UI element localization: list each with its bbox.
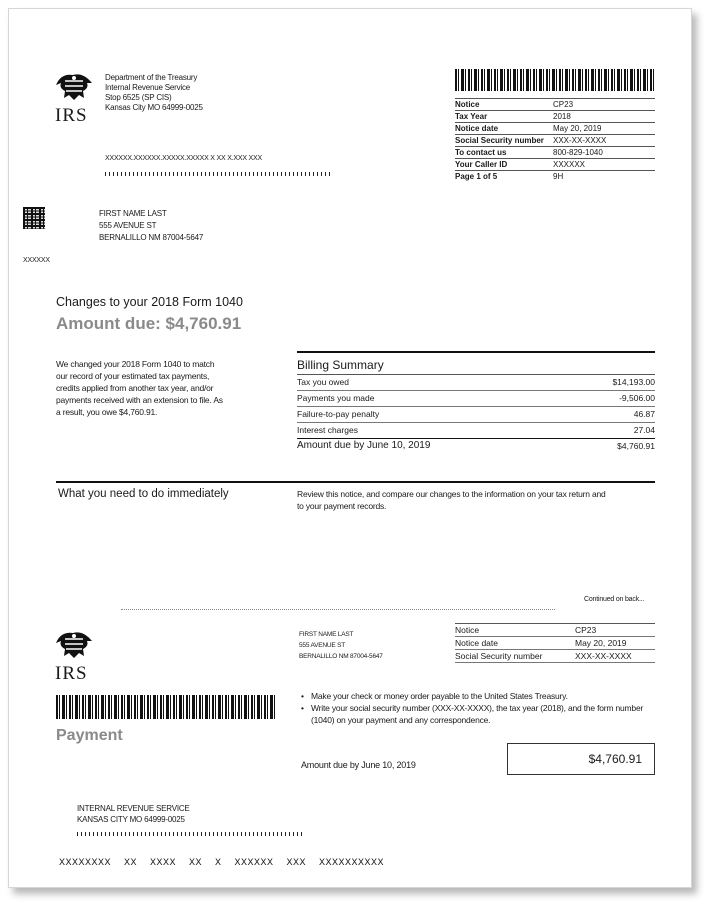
billing-label: Payments you made [297, 393, 375, 403]
contact-label: To contact us [455, 148, 507, 157]
billing-summary-title: Billing Summary [297, 353, 655, 375]
recipient-line: FIRST NAME LAST [99, 209, 167, 218]
contact-row [455, 147, 655, 159]
stub-ssn-label: Social Security number [455, 651, 543, 661]
notice-value: CP23 [553, 100, 574, 109]
instruction-list [299, 690, 655, 726]
side-code: XXXXXX [23, 257, 50, 264]
intro-paragraph [56, 358, 223, 418]
ssn-label: Social Security number [455, 136, 544, 145]
postal-barcode [105, 172, 331, 176]
stub-info-table [455, 623, 655, 663]
return-postal-barcode [77, 832, 305, 836]
irs-logo-text: IRS [55, 105, 88, 126]
stub-barcode [56, 695, 276, 719]
stub-eagle-icon [53, 629, 95, 659]
section-divider [56, 481, 655, 483]
recipient-address [99, 208, 203, 244]
ssn-value: XXX-XX-XXXX [553, 136, 607, 145]
payment-instructions [299, 690, 655, 726]
page-label: Page 1 of 5 [455, 172, 498, 181]
qr-code [23, 207, 45, 229]
recipient-line: BERNALILLO NM 87004-5647 [99, 233, 204, 242]
stub-date-label: Notice date [455, 638, 498, 648]
sender-line: Internal Revenue Service [105, 83, 191, 92]
sender-address [105, 73, 285, 113]
billing-total-row [297, 439, 655, 455]
ssn-row [455, 135, 655, 147]
notice-title: Changes to your 2018 Form 1040 [56, 295, 243, 309]
tax-year-row [455, 111, 655, 123]
stub-notice-row [455, 624, 655, 637]
stub-date-row [455, 637, 655, 650]
billing-row [297, 423, 655, 439]
billing-value: 27.04 [633, 425, 655, 435]
stub-notice-label: Notice [455, 625, 480, 635]
billing-value: -9,506.00 [619, 393, 655, 403]
intro-line: our record of your estimated tax payments, [56, 371, 210, 381]
return-address [77, 803, 190, 825]
tear-line [121, 609, 555, 610]
top-barcode [455, 69, 655, 91]
mail-code-line: XXXXXX.XXXXXX.XXXXX.XXXXX X XX X.XXX XXX [105, 155, 262, 162]
notice-info-table [455, 98, 655, 182]
return-line: KANSAS CITY MO 64999-0025 [77, 815, 185, 824]
contact-phone[interactable]: 800-829-1040 [553, 148, 603, 157]
stub-recipient [299, 629, 383, 662]
instruction-item: • Make your check or money order payable to the United States Treasury. [299, 690, 655, 702]
what-to-do-title: What you need to do immediately [58, 488, 229, 500]
caller-id-row [455, 159, 655, 171]
instruction-item: • Write your social security number (XXX-XX-XXXX), the tax year (2018), and the form number (1040) on your payment and any correspondence. [299, 702, 655, 726]
stub-date-value: May 20, 2019 [575, 638, 627, 648]
stub-recipient-line: 555 AVENUE ST [299, 642, 346, 649]
amount-enclosed-box[interactable] [507, 743, 655, 775]
caller-id-label: Your Caller ID [455, 160, 508, 169]
notice-label: Notice [455, 100, 480, 109]
what-to-do-line: to your payment records. [297, 501, 387, 511]
payment-label: Payment [56, 727, 123, 744]
stub-irs-logo [53, 629, 95, 683]
billing-row [297, 375, 655, 391]
caller-id-value: XXXXXX [553, 160, 586, 169]
billing-label: Failure-to-pay penalty [297, 409, 380, 419]
notice-row [455, 99, 655, 111]
sender-line: Department of the Treasury [105, 73, 198, 82]
sender-line: Kansas City MO 64999-0025 [105, 103, 203, 112]
billing-total-value: $4,760.91 [617, 441, 655, 451]
recipient-line: 555 AVENUE ST [99, 221, 157, 230]
what-to-do-line: Review this notice, and compare our changes to the information on your tax return and [297, 489, 606, 499]
intro-line: credits applied from another tax year, and/or [56, 383, 214, 393]
intro-line: payments received with an extension to file. As [56, 395, 223, 405]
stub-ssn-row [455, 650, 655, 663]
billing-label: Interest charges [297, 425, 358, 435]
billing-row [297, 407, 655, 423]
stub-ssn-value: XXX-XX-XXXX [575, 651, 632, 661]
billing-label: Tax you owed [297, 377, 349, 387]
notice-date-label: Notice date [455, 124, 499, 133]
irs-logo [53, 71, 95, 125]
tax-year-label: Tax Year [455, 112, 488, 121]
stub-amount-label: Amount due by June 10, 2019 [301, 760, 416, 770]
notice-page [8, 8, 692, 888]
notice-date-row [455, 123, 655, 135]
sender-line: Stop 6525 (SP CIS) [105, 93, 172, 102]
continued-on-back: Continued on back... [584, 596, 645, 603]
what-to-do-text [297, 488, 657, 512]
intro-line: a result, you owe $4,760.91. [56, 407, 158, 417]
stub-logo-text: IRS [55, 663, 88, 684]
stub-recipient-line: FIRST NAME LAST [299, 631, 354, 638]
amount-due-heading: Amount due: $4,760.91 [56, 314, 242, 333]
stub-recipient-line: BERNALILLO NM 87004-5647 [299, 653, 383, 660]
page-code: 9H [553, 172, 564, 181]
eagle-icon [53, 71, 95, 101]
return-line: INTERNAL REVENUE SERVICE [77, 804, 190, 813]
intro-line: We changed your 2018 Form 1040 to match [56, 359, 215, 369]
stub-notice-value: CP23 [575, 625, 597, 635]
tax-year-value: 2018 [553, 112, 571, 121]
billing-value: $14,193.00 [612, 377, 655, 387]
billing-row [297, 391, 655, 407]
billing-summary [297, 351, 655, 455]
billing-value: 46.87 [633, 409, 655, 419]
scan-line: XXXXXXXX XX XXXX XX X XXXXXX XXX XXXXXXXXXX [59, 858, 385, 869]
page-row [455, 171, 655, 182]
billing-total-label: Amount due by June 10, 2019 [297, 440, 431, 451]
notice-date-value: May 20, 2019 [553, 124, 602, 133]
stub-amount-value: $4,760.91 [588, 752, 642, 766]
